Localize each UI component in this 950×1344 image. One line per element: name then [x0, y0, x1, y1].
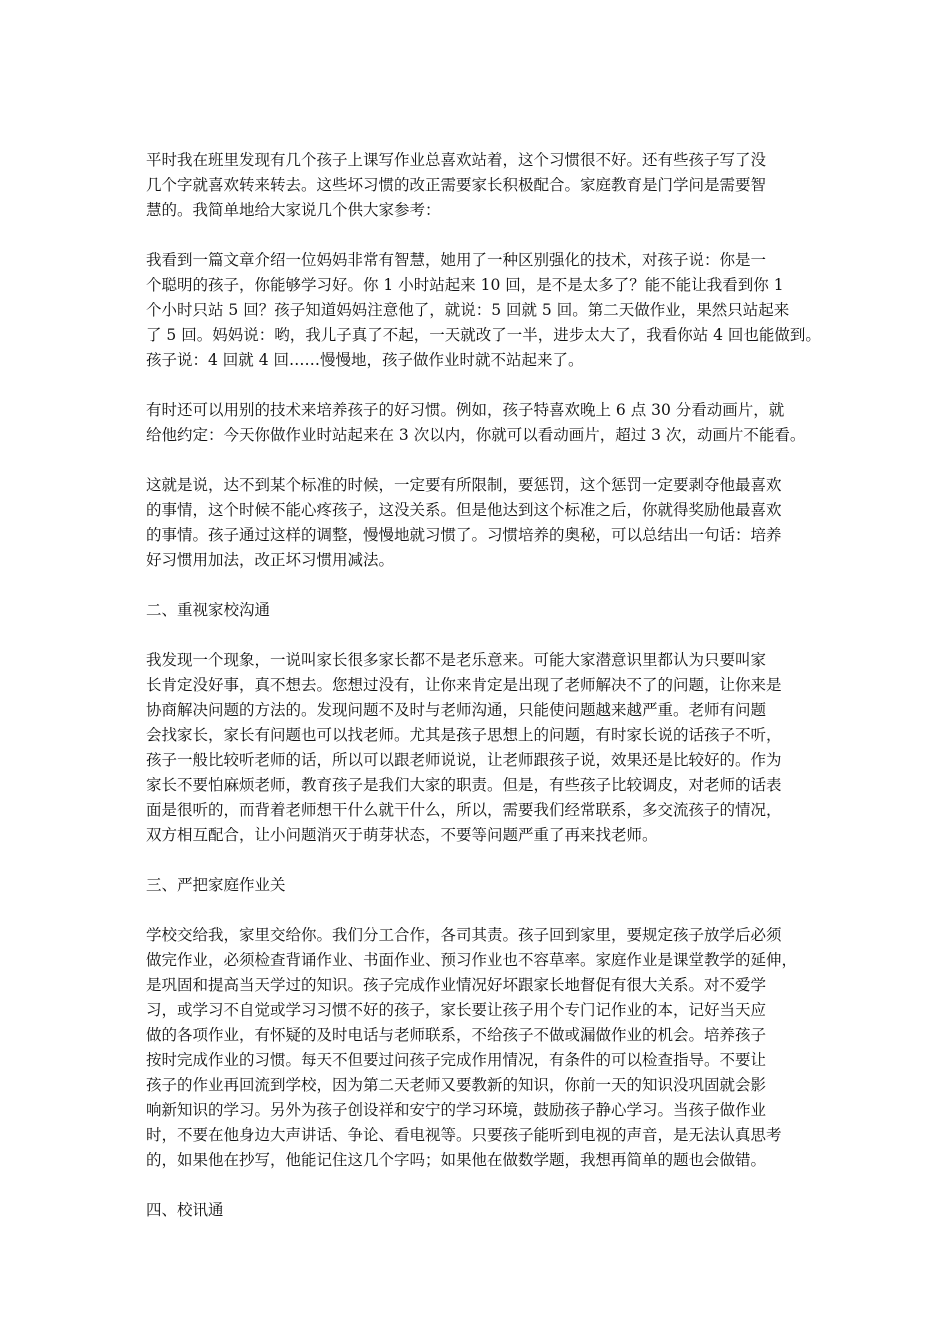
paragraph-line: 的，如果他在抄写，他能记住这几个字吗；如果他在做数学题，我想再简单的题也会做错。 — [146, 1151, 767, 1169]
paragraph-line: 的事情，这个时候不能心疼孩子，这没关系。但是他达到这个标准之后，你就得奖励他最喜欢 — [146, 501, 782, 519]
paragraph-line: 这就是说，达不到某个标准的时候，一定要有所限制，要惩罚，这个惩罚一定要剥夺他最喜欢 — [146, 476, 782, 494]
paragraph-gap — [146, 448, 808, 473]
paragraph-gap — [146, 1173, 808, 1198]
paragraph-gap — [146, 223, 808, 248]
section-heading — [146, 1198, 808, 1223]
paragraph-gap — [146, 623, 808, 648]
paragraph-line: 我发现一个现象，一说叫家长很多家长都不是老乐意来。可能大家潜意识里都认为只要叫家 — [146, 651, 767, 669]
section-heading — [146, 598, 808, 623]
paragraph-line: 面是很听的，而背着老师想干什么就干什么，所以，需要我们经常联系，多交流孩子的情况， — [146, 801, 782, 819]
paragraph-line: 好习惯用加法，改正坏习惯用减法。 — [146, 551, 395, 569]
paragraph-gap — [146, 573, 808, 598]
body-paragraph — [146, 248, 821, 373]
body-paragraph — [146, 398, 808, 448]
document-body — [146, 148, 821, 1223]
paragraph-gap — [146, 373, 808, 398]
paragraph-line: 孩子一般比较听老师的话，所以可以跟老师说说，让老师跟孩子说，效果还是比较好的。作为 — [146, 751, 782, 769]
body-paragraph — [146, 923, 808, 1173]
paragraph-line: 个小时只站 5 回？孩子知道妈妈注意他了，就说：5 回就 5 回。第二天做作业，果然只站起来 — [146, 301, 790, 319]
paragraph-line: 会找家长，家长有问题也可以找老师。尤其是孩子思想上的问题，有时家长说的话孩子不听， — [146, 726, 782, 744]
paragraph-line: 给他约定：今天你做作业时站起来在 3 次以内，你就可以看动画片，超过 3 次，动画片不能看。 — [146, 426, 806, 444]
paragraph-line: 几个字就喜欢转来转去。这些坏习惯的改正需要家长积极配合。家庭教育是门学问是需要智 — [146, 176, 767, 194]
heading-text: 三、严把家庭作业关 — [146, 876, 286, 894]
paragraph-line: 学校交给我，家里交给你。我们分工合作，各司其责。孩子回到家里，要规定孩子放学后必须 — [146, 926, 782, 944]
paragraph-line: 时，不要在他身边大声讲话、争论、看电视等。只要孩子能听到电视的声音，是无法认真思考 — [146, 1126, 782, 1144]
paragraph-line: 了 5 回。妈妈说：哟，我儿子真了不起，一天就改了一半，进步太大了，我看你站 4 回也能做到。 — [146, 326, 821, 344]
body-paragraph — [146, 648, 808, 848]
paragraph-line: 有时还可以用别的技术来培养孩子的好习惯。例如，孩子特喜欢晚上 6 点 30 分看动画片，就 — [146, 401, 785, 419]
paragraph-line: 慧的。我简单地给大家说几个供大家参考： — [146, 201, 441, 219]
paragraph-line: 的事情。孩子通过这样的调整，慢慢地就习惯了。习惯培养的奥秘，可以总结出一句话：培养 — [146, 526, 782, 544]
paragraph-gap — [146, 898, 808, 923]
paragraph-line: 协商解决问题的方法的。发现问题不及时与老师沟通，只能使问题越来越严重。老师有问题 — [146, 701, 767, 719]
body-paragraph — [146, 148, 808, 223]
paragraph-line: 习，或学习不自觉或学习习惯不好的孩子，家长要让孩子用个专门记作业的本，记好当天应 — [146, 1001, 767, 1019]
paragraph-line: 我看到一篇文章介绍一位妈妈非常有智慧，她用了一种区别强化的技术，对孩子说：你是一 — [146, 251, 767, 269]
paragraph-line: 个聪明的孩子，你能够学习好。你 1 小时站起来 10 回，是不是太多了？能不能让我看到你 1 — [146, 276, 784, 294]
heading-text: 二、重视家校沟通 — [146, 601, 271, 619]
paragraph-line: 家长不要怕麻烦老师，教育孩子是我们大家的职责。但是，有些孩子比较调皮，对老师的话表 — [146, 776, 782, 794]
paragraph-line: 做完作业，必须检查背诵作业、书面作业、预习作业也不容草率。家庭作业是课堂教学的延伸， — [146, 951, 798, 969]
paragraph-line: 孩子的作业再回流到学校，因为第二天老师又要教新的知识，你前一天的知识没巩固就会影 — [146, 1076, 767, 1094]
paragraph-line: 平时我在班里发现有几个孩子上课写作业总喜欢站着，这个习惯很不好。还有些孩子写了没 — [146, 151, 767, 169]
paragraph-line: 按时完成作业的习惯。每天不但要过问孩子完成作用情况，有条件的可以检查指导。不要让 — [146, 1051, 767, 1069]
heading-text: 四、校讯通 — [146, 1201, 224, 1219]
paragraph-line: 孩子说：4 回就 4 回……慢慢地，孩子做作业时就不站起来了。 — [146, 351, 584, 369]
section-heading — [146, 873, 808, 898]
paragraph-line: 做的各项作业，有怀疑的及时电话与老师联系，不给孩子不做或漏做作业的机会。培养孩子 — [146, 1026, 767, 1044]
paragraph-gap — [146, 848, 808, 873]
paragraph-line: 是巩固和提高当天学过的知识。孩子完成作业情况好坏跟家长地督促有很大关系。对不爱学 — [146, 976, 767, 994]
paragraph-line: 长肯定没好事，真不想去。您想过没有，让你来肯定是出现了老师解决不了的问题，让你来是 — [146, 676, 782, 694]
paragraph-line: 双方相互配合，让小问题消灭于萌芽状态，不要等问题严重了再来找老师。 — [146, 826, 658, 844]
body-paragraph — [146, 473, 808, 573]
paragraph-line: 响新知识的学习。另外为孩子创设祥和安宁的学习环境，鼓励孩子静心学习。当孩子做作业 — [146, 1101, 767, 1119]
